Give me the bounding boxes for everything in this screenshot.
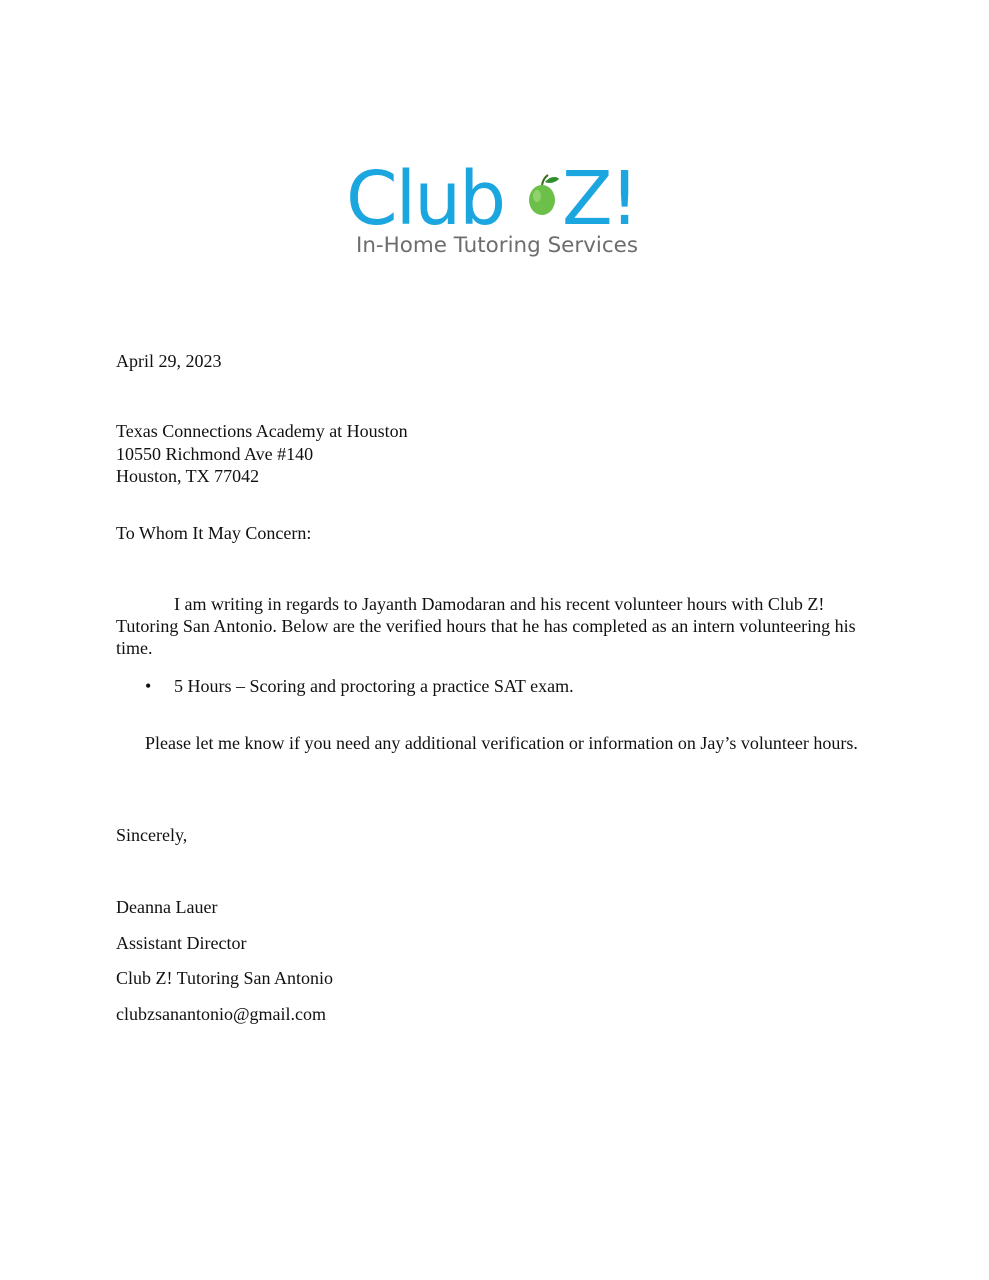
letter-date: April 29, 2023 [116, 351, 222, 371]
recipient-line-1: Texas Connections Academy at Houston [116, 421, 408, 441]
bullet-text: 5 Hours – Scoring and proctoring a practice SAT exam. [174, 676, 574, 696]
recipient-address [116, 420, 408, 488]
signature-name: Deanna Lauer [116, 897, 218, 917]
salutation: To Whom It May Concern: [116, 523, 312, 543]
club-z-logo [340, 152, 648, 264]
signature-title: Assistant Director [116, 933, 247, 953]
signature-organization: Club Z! Tutoring San Antonio [116, 968, 334, 988]
followup-paragraph: Please let me know if you need any additional verification or information on Jay’s volunteer hours. [145, 733, 858, 753]
recipient-line-3: Houston, TX 77042 [116, 466, 260, 486]
apple-icon [529, 175, 559, 215]
logo-name-suffix: Z! [562, 156, 637, 242]
logo-tagline: In-Home Tutoring Services [356, 233, 638, 257]
signature-email: clubzsanantonio@gmail.com [116, 1004, 327, 1024]
logo-name: Club [346, 156, 505, 242]
recipient-line-2: 10550 Richmond Ave #140 [116, 443, 314, 464]
body-paragraph: I am writing in regards to Jayanth Damodaran and his recent volunteer hours with Club Z! Tutoring San Antonio. Below are the verified hours that he has completed as an intern volunteering his time. [116, 594, 856, 658]
bullet-marker: • [145, 676, 152, 696]
closing: Sincerely, [116, 825, 188, 845]
